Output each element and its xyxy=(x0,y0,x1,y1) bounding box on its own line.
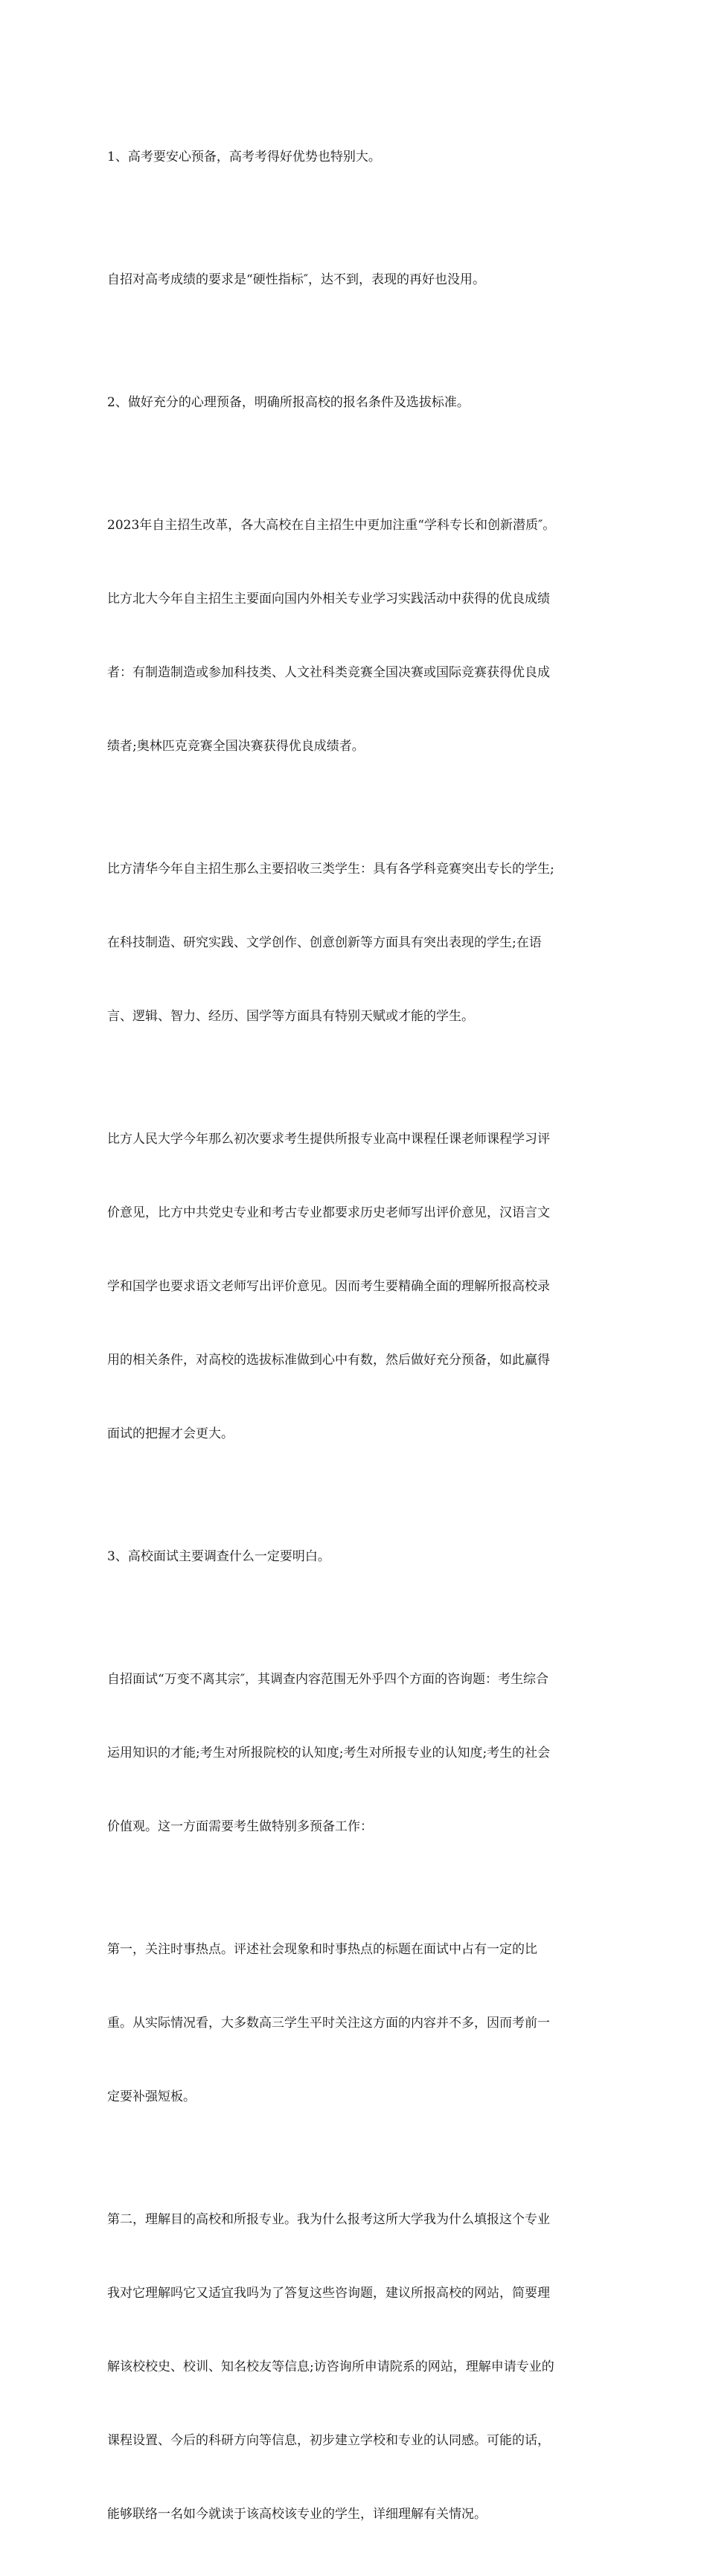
text-line: 解该校校史、校训、知名校友等信息;访咨询所申请院系的网站，理解申请专业的 xyxy=(107,2359,554,2374)
text-line: 课程设置、今后的科研方向等信息，初步建立学校和专业的认同感。可能的话， xyxy=(107,2433,550,2448)
paragraph-10 xyxy=(107,2159,602,2576)
text-line: 第一，关注时事热点。评述社会现象和时事热点的标题在面试中占有一定的比 xyxy=(107,1942,537,1957)
text-line: 价意见，比方中共党史专业和考古专业都要求历史老师写出评价意见，汉语言文 xyxy=(107,1205,550,1220)
paragraph-9 xyxy=(107,1888,602,2159)
text-line: 在科技制造、研究实践、文学创作、创意创新等方面具有突出表现的学生;在语 xyxy=(107,935,542,950)
text-line: 比方北大今年自主招生主要面向国内外相关专业学习实践活动中获得的优良成绩 xyxy=(107,592,550,606)
text-line: 绩者;奥林匹克竞赛全国决赛获得优良成绩者。 xyxy=(107,739,365,754)
paragraph-2 xyxy=(107,219,602,342)
text-line: 3、高校面试主要调查什么一定要明白。 xyxy=(107,1549,330,1564)
text-line: 价值观。这一方面需要考生做特别多预备工作： xyxy=(107,1819,373,1834)
text-line: 1、高考要安心预备，高考考得好优势也特别大。 xyxy=(107,150,381,164)
paragraph-8 xyxy=(107,1618,602,1888)
paragraph-4 xyxy=(107,464,602,808)
text-line: 第二，理解目的高校和所报专业。我为什么报考这所大学我为什么填报这个专业 xyxy=(107,2212,550,2227)
paragraph-6 xyxy=(107,1078,602,1496)
text-line: 2、做好充分的心理预备，明确所报高校的报名条件及选拔标准。 xyxy=(107,395,470,410)
document-body xyxy=(107,96,602,2576)
paragraph-1 xyxy=(107,96,602,219)
text-line: 2023年自主招生改革，各大高校在自主招生中更加注重“学科专长和创新潜质″。 xyxy=(107,518,556,533)
text-line: 重。从实际情况看，大多数高三学生平时关注这方面的内容并不多，因而考前一 xyxy=(107,2016,550,2031)
paragraph-7 xyxy=(107,1496,602,1618)
text-line: 者：有制造制造或参加科技类、人文社科类竞赛全国决赛或国际竞赛获得优良成 xyxy=(107,665,550,680)
text-line: 言、逻辑、智力、经历、国学等方面具有特别天赋或才能的学生。 xyxy=(107,1009,474,1024)
text-line: 比方清华今年自主招生那么主要招收三类学生：具有各学科竞赛突出专长的学生; xyxy=(107,862,554,877)
text-line: 定要补强短板。 xyxy=(107,2089,196,2104)
paragraph-5 xyxy=(107,808,602,1078)
text-line: 比方人民大学今年那么初次要求考生提供所报专业高中课程任课老师课程学习评 xyxy=(107,1132,550,1147)
text-line: 我对它理解吗它又适宜我吗为了答复这些咨询题，建议所报高校的网站，简要理 xyxy=(107,2286,550,2301)
text-line: 能够联络一名如今就读于该高校该专业的学生，详细理解有关情况。 xyxy=(107,2507,487,2522)
text-line: 用的相关条件，对高校的选拔标准做到心中有数，然后做好充分预备，如此赢得 xyxy=(107,1353,550,1368)
text-line: 自招对高考成绩的要求是“硬性指标″，达不到，表现的再好也没用。 xyxy=(107,272,486,287)
text-line: 学和国学也要求语文老师写出评价意见。因而考生要精确全面的理解所报高校录 xyxy=(107,1279,550,1294)
text-line: 运用知识的才能;考生对所报院校的认知度;考生对所报专业的认知度;考生的社会 xyxy=(107,1746,551,1760)
text-line: 面试的把握才会更大。 xyxy=(107,1426,234,1441)
text-line: 自招面试“万变不离其宗″，其调查内容范围无外乎四个方面的咨询题：考生综合 xyxy=(107,1672,549,1687)
paragraph-3 xyxy=(107,342,602,464)
